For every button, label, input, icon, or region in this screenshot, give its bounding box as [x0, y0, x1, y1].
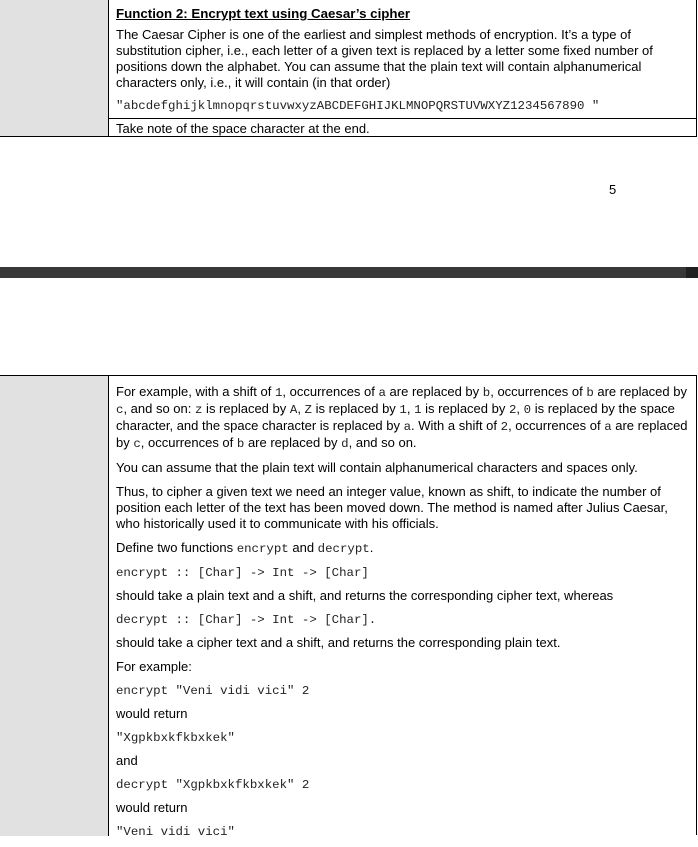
example-decrypt-call: decrypt "Xgpkbxkfkbxkek" 2	[116, 778, 310, 792]
bottom-table	[0, 375, 697, 839]
example-code: 1	[414, 403, 422, 417]
example-cipher-result: "Xgpkbxkfkbxkek"	[116, 731, 235, 745]
left-shaded-cell	[0, 376, 109, 836]
example-text: is replaced by the	[531, 401, 637, 416]
alphabet-string: "abcdefghijklmnopqrstuvwxyzABCDEFGHIJKLMNOPQRSTUVWXYZ1234567890 "	[116, 99, 600, 113]
example-text: is replaced by	[421, 401, 509, 416]
would-return-label: would return	[116, 800, 188, 815]
example-text: ,	[406, 401, 415, 416]
example-plain-result: "Veni vidi vici"	[116, 825, 235, 839]
example-text: , occurrences of	[140, 435, 237, 450]
example-code: b	[236, 437, 245, 451]
decrypt-signature: decrypt :: [Char] -> Int -> [Char].	[116, 613, 377, 627]
example-text: are	[611, 418, 635, 433]
example-text: , occurrences of	[490, 384, 587, 399]
example-text: replaced by	[116, 418, 688, 450]
assumption-paragraph: You can assume that the plain text will contain alphanumerical characters and spaces only.	[116, 460, 638, 475]
example-code: 2	[508, 403, 517, 417]
bottom-cell-content	[116, 384, 688, 847]
example-code: b	[482, 386, 491, 400]
example-code: A	[289, 403, 298, 417]
example-text: space character, and the space character is replaced by	[116, 401, 675, 433]
example-text: by	[673, 384, 688, 399]
shift-explanation-paragraph: Thus, to cipher a given text we need an integer value, known as shift, to indicate the number of position each letter of the text has been moved down. The method is named after Julius Caesar, who historically used it to communicate with his officials.	[116, 484, 668, 531]
shift-example-paragraph	[116, 384, 688, 452]
define-functions-line	[116, 540, 688, 557]
page-break-bar	[0, 267, 698, 278]
example-text: , occurrences of	[508, 418, 605, 433]
example-code: 1	[274, 386, 283, 400]
for-example-label: For example:	[116, 659, 192, 674]
example-text: are replaced	[593, 384, 670, 399]
and-label: and	[116, 753, 138, 768]
define-text: Define two functions	[116, 540, 237, 555]
example-encrypt-call: encrypt "Veni vidi vici" 2	[116, 684, 310, 698]
define-end: .	[369, 540, 374, 555]
space-note: Take note of the space character at the end.	[116, 121, 370, 136]
define-and: and	[288, 540, 318, 555]
example-code: b	[586, 386, 594, 400]
page-number: 5	[609, 182, 617, 197]
example-code: Z	[304, 403, 312, 417]
encrypt-description: should take a plain text and a shift, and returns the corresponding cipher text, whereas	[116, 588, 614, 603]
example-code: a	[604, 420, 612, 434]
decrypt-name: decrypt	[317, 542, 370, 556]
example-code: d	[341, 437, 349, 451]
example-text: . With a shift of	[411, 418, 501, 433]
example-code: a	[378, 386, 386, 400]
example-text: For example, with a shift of	[116, 384, 275, 399]
encrypt-name: encrypt	[236, 542, 289, 556]
example-text: , occurrences of	[282, 384, 379, 399]
intro-paragraph: The Caesar Cipher is one of the earliest and simplest methods of encryption. It’s a type of substitution cipher, i.e., each letter of a given text is replaced by a letter some fixed number of positions down the alphabet. You can assume that the plain text will contain alphanumerical characters only, i.e., it will contain (in that order)	[116, 27, 653, 90]
would-return-label: would return	[116, 706, 188, 721]
example-code: 0	[523, 403, 532, 417]
example-code: 2	[500, 420, 509, 434]
decrypt-description: should take a cipher text and a shift, and returns the corresponding plain text.	[116, 635, 561, 650]
example-text: , and so on:	[123, 401, 195, 416]
example-code: z	[195, 403, 203, 417]
example-text: is replaced by	[311, 401, 400, 416]
page-break-edge	[686, 267, 698, 278]
row-divider	[109, 118, 696, 119]
example-text: , and so on.	[348, 435, 417, 450]
left-shaded-cell	[0, 0, 109, 136]
example-text: ,	[297, 401, 305, 416]
example-code: 1	[399, 403, 407, 417]
section-heading: Function 2: Encrypt text using Caesar’s cipher	[116, 6, 411, 21]
example-text: are replaced by	[385, 384, 483, 399]
example-text: is replaced by	[202, 401, 290, 416]
example-code: c	[116, 403, 124, 417]
encrypt-signature: encrypt :: [Char] -> Int -> [Char]	[116, 566, 369, 580]
example-code: a	[403, 420, 412, 434]
example-text: ,	[516, 401, 524, 416]
top-table	[0, 0, 697, 137]
example-code: c	[133, 437, 141, 451]
example-text: are replaced by	[244, 435, 342, 450]
